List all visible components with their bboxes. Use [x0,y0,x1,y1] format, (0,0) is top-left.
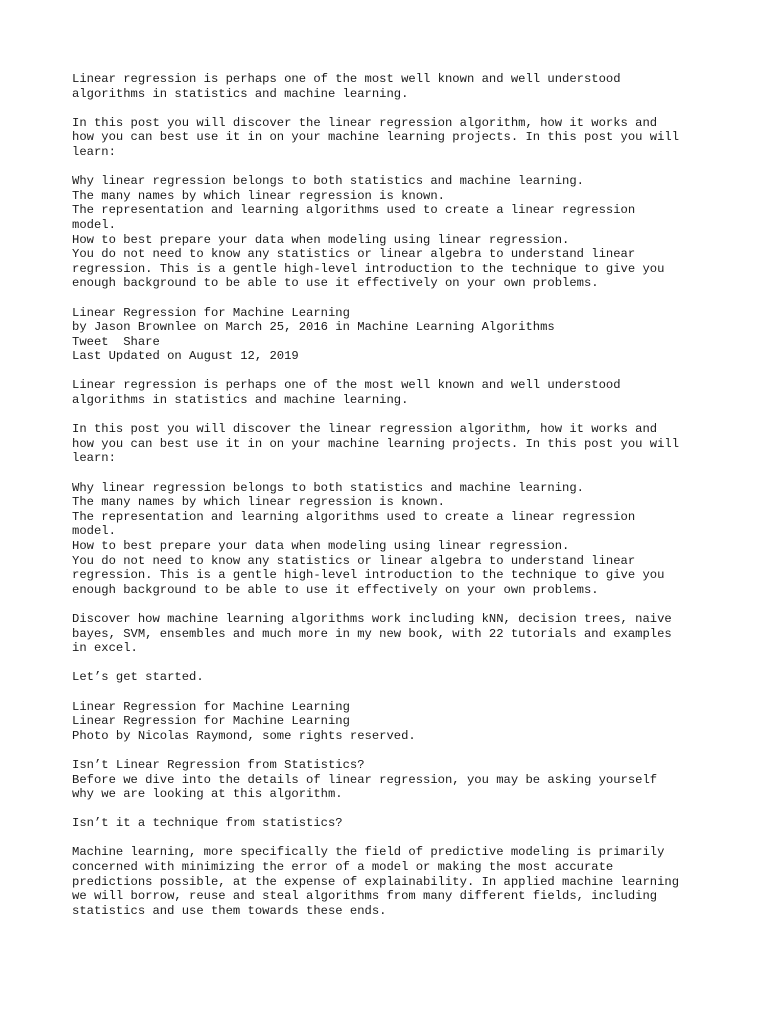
text-line: How to best prepare your data when modeling using linear regression. [72,232,570,247]
text-line: algorithms in statistics and machine learning. [72,393,409,408]
text-line: Why linear regression belongs to both statistics and machine learning. [72,174,584,189]
text-line: Isn’t Linear Regression from Statistics? [72,757,365,772]
text-line: Before we dive into the details of linear regression, you may be asking yourself [72,772,658,787]
text-paragraph [72,378,712,407]
text-paragraph [72,306,712,364]
text-paragraph [72,422,712,466]
text-line: regression. This is a gentle high-level introduction to the technique to give you [72,261,665,276]
text-paragraph [72,845,712,918]
text-line: model. [72,524,116,539]
text-line: The many names by which linear regression is known. [72,188,445,203]
text-line: The many names by which linear regression is known. [72,495,445,510]
text-line: In this post you will discover the linear regression algorithm, how it works and [72,422,658,437]
text-line: predictions possible, at the expense of explainability. In applied machine learning [72,874,680,889]
text-line: why we are looking at this algorithm. [72,787,343,802]
text-line: You do not need to know any statistics or linear algebra to understand linear [72,247,636,262]
text-line: Discover how machine learning algorithms work including kNN, decision trees, naive [72,611,672,626]
text-line: Last Updated on August 12, 2019 [72,349,299,364]
text-line: enough background to be able to use it effectively on your own problems. [72,276,599,291]
text-paragraph [72,670,712,685]
text-line: learn: [72,451,116,466]
text-paragraph [72,481,712,598]
text-line: Let’s get started. [72,670,204,685]
text-line: Linear Regression for Machine Learning [72,305,350,320]
text-line: algorithms in statistics and machine learning. [72,86,409,101]
text-paragraph [72,612,712,656]
text-line: enough background to be able to use it effectively on your own problems. [72,582,599,597]
text-line: by Jason Brownlee on March 25, 2016 in Machine Learning Algorithms [72,320,555,335]
text-paragraph [72,116,712,160]
text-line: in excel. [72,641,138,656]
text-line: Linear Regression for Machine Learning [72,699,350,714]
text-line: Linear Regression for Machine Learning [72,714,350,729]
text-line: regression. This is a gentle high-level introduction to the technique to give you [72,568,665,583]
text-line: concerned with minimizing the error of a model or making the most accurate [72,860,614,875]
text-line: In this post you will discover the linear regression algorithm, how it works and [72,115,658,130]
text-line: The representation and learning algorithms used to create a linear regression [72,509,636,524]
text-line: Isn’t it a technique from statistics? [72,816,343,831]
text-line: model. [72,217,116,232]
text-line: Linear regression is perhaps one of the most well known and well understood [72,378,621,393]
text-line: Photo by Nicolas Raymond, some rights reserved. [72,728,416,743]
text-line: statistics and use them towards these ends. [72,903,387,918]
text-paragraph [72,72,712,101]
text-line: learn: [72,144,116,159]
text-line: You do not need to know any statistics or linear algebra to understand linear [72,553,636,568]
text-line: bayes, SVM, ensembles and much more in my new book, with 22 tutorials and examples [72,626,672,641]
text-line: The representation and learning algorithms used to create a linear regression [72,203,636,218]
text-line: How to best prepare your data when modeling using linear regression. [72,539,570,553]
text-line: how you can best use it in on your machine learning projects. In this post you will [72,436,680,451]
text-paragraph [72,174,712,291]
text-paragraph [72,758,712,802]
text-line: Tweet Share [72,334,160,349]
document-page [72,72,712,933]
text-paragraph [72,700,712,744]
text-paragraph [72,816,712,831]
text-line: Linear regression is perhaps one of the most well known and well understood [72,72,621,86]
text-line: Machine learning, more specifically the field of predictive modeling is primarily [72,845,665,860]
text-line: how you can best use it in on your machine learning projects. In this post you will [72,130,680,145]
text-line: Why linear regression belongs to both statistics and machine learning. [72,480,584,495]
text-line: we will borrow, reuse and steal algorithms from many different fields, including [72,889,658,904]
